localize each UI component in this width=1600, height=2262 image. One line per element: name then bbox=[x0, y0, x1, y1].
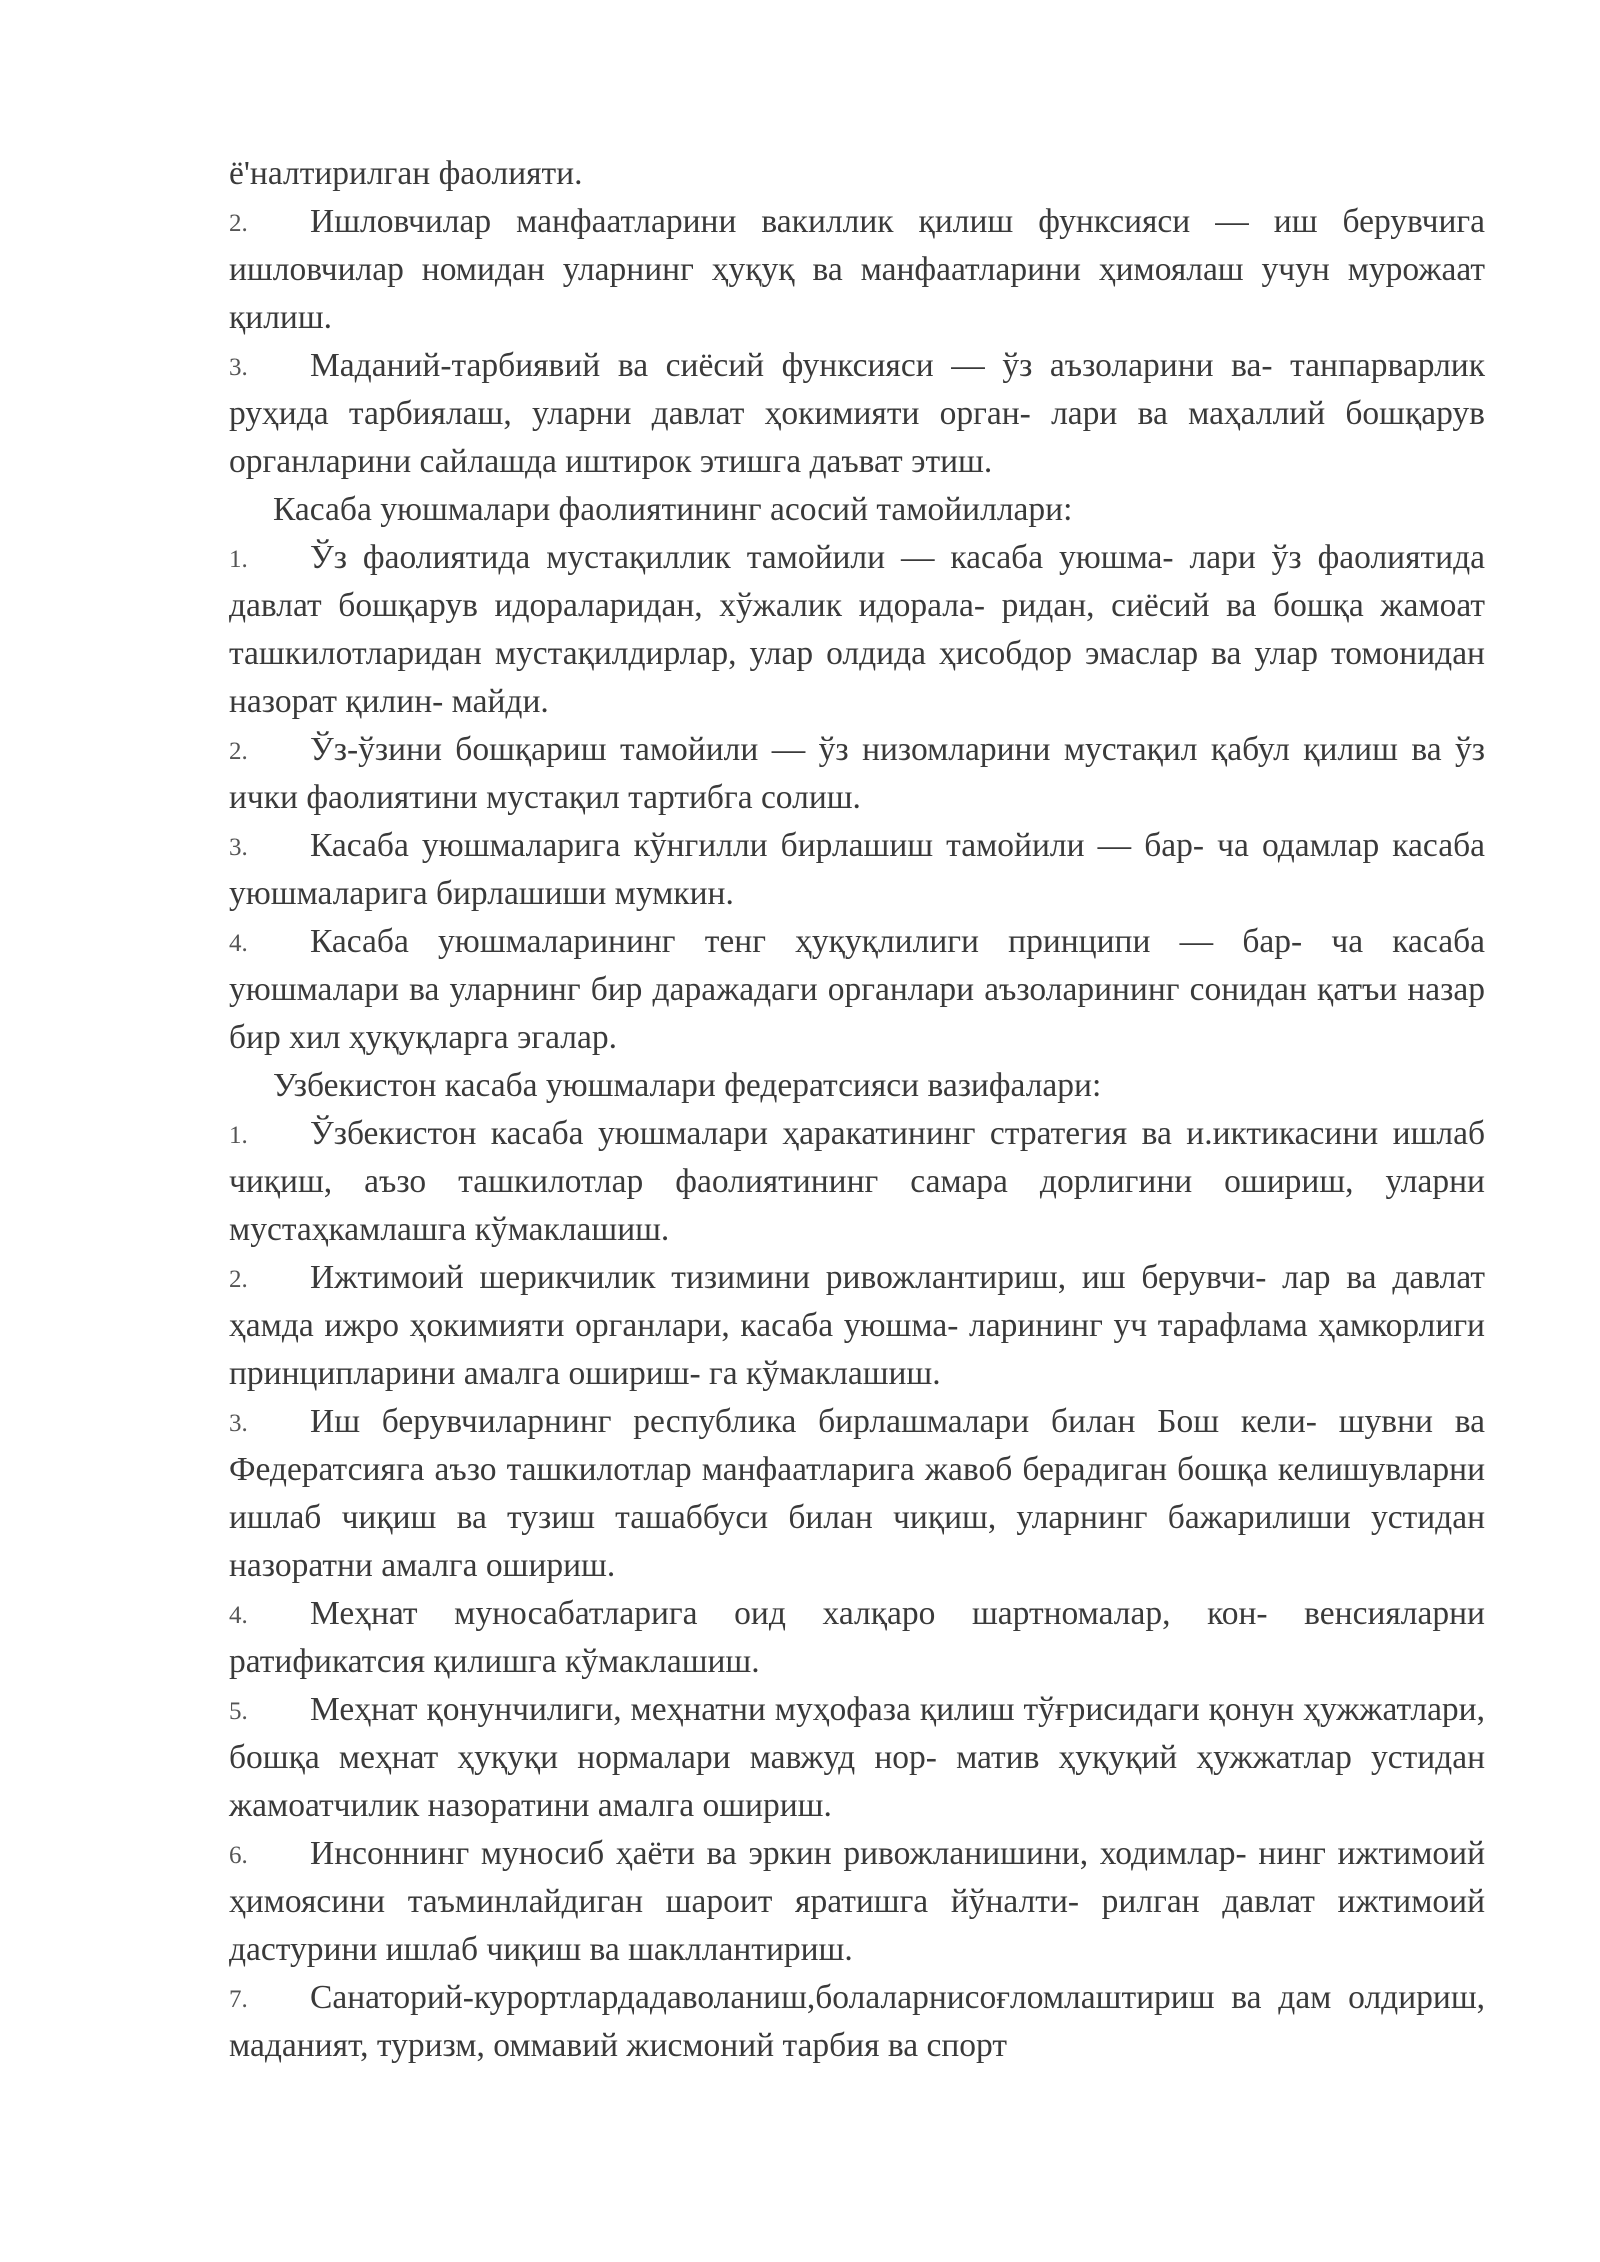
list-item bbox=[229, 198, 1485, 342]
list-item bbox=[229, 1398, 1485, 1590]
list-number: 6. bbox=[229, 1842, 248, 1869]
list-number: 2. bbox=[229, 738, 248, 765]
list-item-text: Иш берувчиларнинг республика бирлашмалари билан Бош кели- шувни ва Федератсияга аъзо ташкилотлар манфаатларига жавоб берадиган бошқа келишувларни ишлаб чиқиш ва тузиш ташаббуси билан чиқиш, уларнинг бажарилиши устидан назоратни амалга ошириш. bbox=[229, 1403, 1485, 1584]
list-number: 3. bbox=[229, 1410, 248, 1437]
paragraph-continuation: ё'налтирилган фаолияти. bbox=[229, 155, 583, 192]
list-number: 4. bbox=[229, 930, 248, 957]
list-number: 7. bbox=[229, 1986, 248, 2013]
list-item-text: Ишловчилар манфаатларини вакиллик қилиш функсияси — иш берувчига ишловчилар номидан уларнинг ҳуқуқ ва манфаатларини ҳимоялаш учун мурожаат қилиш. bbox=[229, 203, 1485, 336]
list-item bbox=[229, 822, 1485, 918]
list-item bbox=[229, 1830, 1485, 1974]
list-item bbox=[229, 1110, 1485, 1254]
list-number: 2. bbox=[229, 210, 248, 237]
list-item bbox=[229, 1686, 1485, 1830]
section-heading: Узбекистон касаба уюшмалари федератсияси вазифалари: bbox=[273, 1067, 1102, 1104]
list-item-text: Санаторий-курортлардадаволаниш,болаларнисоғломлаштириш ва дам олдириш, маданият, туризм, оммавий жисмоний тарбия ва спорт bbox=[229, 1979, 1485, 2064]
list-number: 5. bbox=[229, 1698, 248, 1725]
list-item-text: Маданий-тарбиявий ва сиёсий функсияси — ўз аъзоларини ва- танпарварлик руҳида тарбиялаш, уларни давлат ҳокимияти орган- лари ва маҳаллий бошқарув органларини сайлашда иштирок этишга даъват этиш. bbox=[229, 347, 1485, 480]
list-item bbox=[229, 342, 1485, 486]
list-number: 2. bbox=[229, 1266, 248, 1293]
list-item bbox=[229, 1590, 1485, 1686]
document-page bbox=[229, 150, 1485, 2070]
list-item-text: Меҳнат муносабатларига оид халқаро шартномалар, кон- венсияларни ратификатсия қилишга кўмаклашиш. bbox=[229, 1595, 1485, 1680]
list-item-text: Ўз-ўзини бошқариш тамойили — ўз низомларини мустақил қабул қилиш ва ўз ички фаолиятини мустақил тартибга солиш. bbox=[229, 731, 1485, 816]
list-number: 3. bbox=[229, 354, 248, 381]
list-item-text: Ўзбекистон касаба уюшмалари ҳаракатининг стратегия ва и.иктикасини ишлаб чиқиш, аъзо ташкилотлар фаолиятининг самара дорлигини ошириш, уларни мустаҳкамлашга кўмаклашиш. bbox=[229, 1115, 1485, 1248]
section-heading: Касаба уюшмалари фаолиятининг асосий тамойиллари: bbox=[273, 491, 1073, 528]
list-item-text: Ўз фаолиятида мустақиллик тамойили — касаба уюшма- лари ўз фаолиятида давлат бошқарув идораларидан, хўжалик идорала- ридан, сиёсий ва бошқа жамоат ташкилотларидан мустақилдирлар, улар олдида ҳисобдор эмаслар ва улар томонидан назорат қилин- майди. bbox=[229, 539, 1485, 720]
list-number: 3. bbox=[229, 834, 248, 861]
list-item-text: Ижтимоий шерикчилик тизимини ривожлантириш, иш берувчи- лар ва давлат ҳамда ижро ҳокимияти органлари, касаба уюшма- ларининг уч тарафлама ҳамкорлиги принципларини амалга ошириш- га кўмаклашиш. bbox=[229, 1259, 1485, 1392]
list-number: 1. bbox=[229, 1122, 248, 1149]
list-item bbox=[229, 918, 1485, 1062]
list-item bbox=[229, 1974, 1485, 2070]
list-item-text: Касаба уюшмаларининг тенг ҳуқуқлилиги принципи — бар- ча касаба уюшмалари ва уларнинг бир даражадаги органлари аъзоларининг сонидан қатъи назар бир хил ҳуқуқларга эгалар. bbox=[229, 923, 1485, 1056]
list-item-text: Меҳнат қонунчилиги, меҳнатни муҳофаза қилиш тўғрисидаги қонун ҳужжатлари, бошқа меҳнат ҳуқуқи нормалари мавжуд нор- матив ҳуқуқий ҳужжатлар устидан жамоатчилик назоратини амалга ошириш. bbox=[229, 1691, 1485, 1824]
list-item bbox=[229, 726, 1485, 822]
list-item bbox=[229, 1254, 1485, 1398]
list-number: 1. bbox=[229, 546, 248, 573]
list-number: 4. bbox=[229, 1602, 248, 1629]
list-item-text: Инсоннинг муносиб ҳаёти ва эркин ривожланишини, ходимлар- нинг ижтимоий ҳимоясини таъминлайдиган шароит яратишга йўналти- рилган давлат ижтимоий дастурини ишлаб чиқиш ва шакллантириш. bbox=[229, 1835, 1485, 1968]
list-item-text: Касаба уюшмаларига кўнгилли бирлашиш тамойили — бар- ча одамлар касаба уюшмаларига бирлашиши мумкин. bbox=[229, 827, 1485, 912]
list-item bbox=[229, 534, 1485, 726]
